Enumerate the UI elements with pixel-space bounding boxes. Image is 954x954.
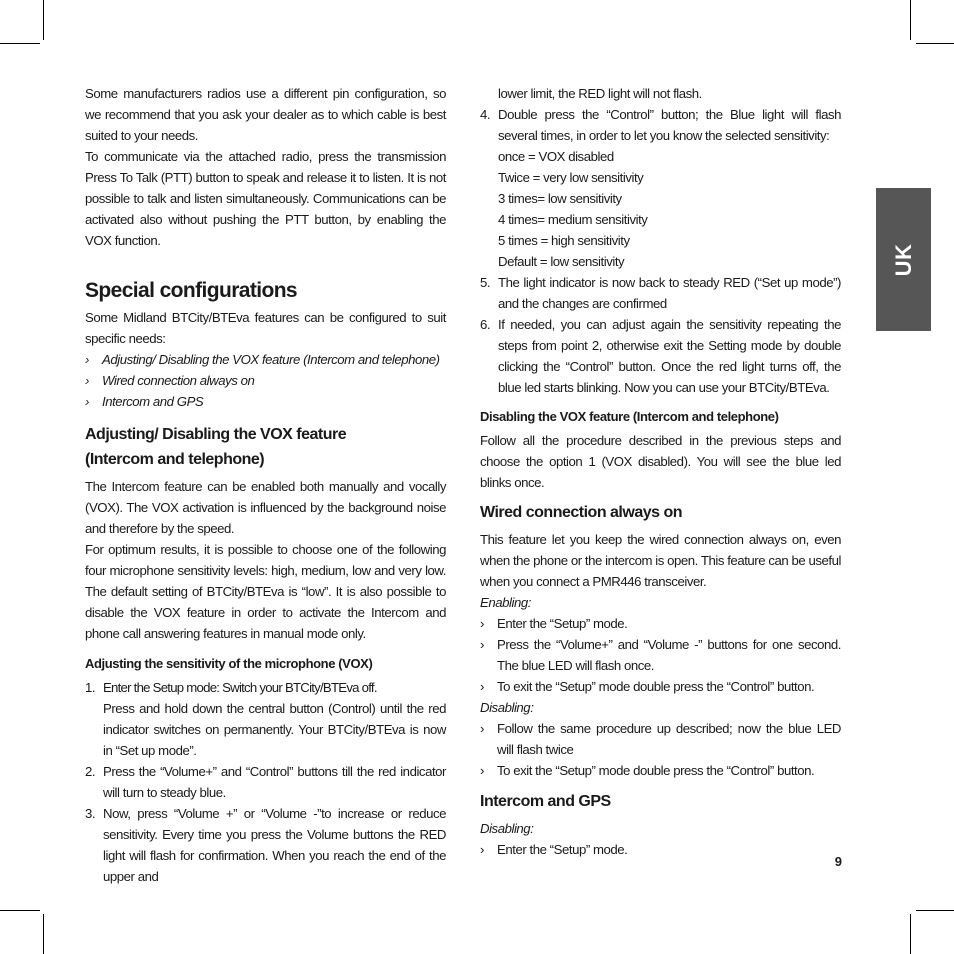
page-number: 9 (834, 854, 842, 869)
special-configurations-heading: Special configurations (85, 279, 298, 302)
list-item: › Enter the “Setup” mode. (480, 839, 841, 860)
disabling-label: Disabling: (480, 700, 534, 715)
disable-vox-paragraph: Follow all the procedure described in the previous steps and choose the option 1 (VOX disabled). You will see the blue led blinks once. (480, 433, 841, 490)
crop-mark-br-h (916, 910, 954, 911)
list-item: › Press the “Volume+” and “Volume -” buttons for one second. The blue LED will flash once. (480, 634, 841, 676)
crop-mark-bl-h (0, 910, 40, 911)
step-1: 1. Enter the Setup mode: Switch your BTCity/BTEva off. (85, 680, 377, 695)
vox-paragraph-1: The Intercom feature can be enabled both manually and vocally (VOX). The VOX activation is influenced by the background noise and therefore by the speed. (85, 479, 446, 536)
bullet-icon: › (480, 616, 484, 631)
crop-mark-tr-h (916, 43, 954, 44)
list-item: › To exit the “Setup” mode double press the “Control” button. (480, 760, 841, 781)
bullet-icon: › (85, 394, 89, 409)
left-column (85, 83, 446, 887)
list-item: › Intercom and GPS (85, 391, 446, 412)
sensitivity-option: 4 times= medium sensitivity (498, 212, 648, 227)
bullet-icon: › (480, 721, 484, 736)
step-5: 5. The light indicator is now back to steady RED (“Set up mode”) and the changes are confirmed (480, 275, 841, 311)
sensitivity-heading: Adjusting the sensitivity of the microphone (VOX) (85, 656, 373, 671)
bullet-icon: › (480, 842, 484, 857)
crop-mark-bl-v (43, 914, 44, 954)
step-1-detail: Press and hold down the central button (Control) until the red indicator switches on permanently. Your BTCity/BTEva is now in “Set up mode”. (103, 701, 446, 758)
sensitivity-option: 3 times= low sensitivity (498, 191, 622, 206)
intercom-gps-heading: Intercom and GPS (480, 793, 611, 810)
wired-connection-heading: Wired connection always on (480, 504, 683, 521)
list-item: › Follow the same procedure up described; now the blue LED will flash twice (480, 718, 841, 760)
bullet-icon: › (480, 637, 484, 652)
crop-mark-tr-v (910, 0, 911, 40)
list-item: › Adjusting/ Disabling the VOX feature (Intercom and telephone) (85, 349, 446, 370)
bullet-icon: › (480, 679, 484, 694)
special-configurations-intro: Some Midland BTCity/BTEva features can be configured to suit specific needs: (85, 310, 446, 346)
sensitivity-option: 5 times = high sensitivity (498, 233, 630, 248)
disable-vox-heading: Disabling the VOX feature (Intercom and telephone) (480, 409, 779, 424)
intro-paragraph-1: Some manufacturers radios use a different pin configuration, so we recommend that you ask your dealer as to which cable is best suited to your needs. (85, 86, 446, 143)
bullet-icon: › (85, 373, 89, 388)
language-tab-label: UK (890, 243, 916, 276)
sensitivity-option: Default = low sensitivity (498, 254, 625, 269)
wired-connection-paragraph: This feature let you keep the wired connection always on, even when the phone or the intercom is open. This feature can be useful when you connect a PMR446 transceiver. (480, 532, 841, 589)
step-3: 3. Now, press “Volume +” or “Volume -”to increase or reduce sensitivity. Every time you press the Volume buttons the RED light will flash for confirmation. When you reach the end of the upper and (85, 806, 446, 884)
crop-mark-br-v (910, 914, 911, 954)
step-3-continued: lower limit, the RED light will not flash. (498, 86, 702, 101)
sensitivity-option: Twice = very low sensitivity (498, 170, 644, 185)
vox-heading: Adjusting/ Disabling the VOX feature (Intercom and telephone) (85, 426, 347, 468)
language-tab (876, 188, 931, 331)
bullet-icon: › (85, 352, 89, 367)
step-4: 4. Double press the “Control” button; the Blue light will flash several times, in order to let you know the selected sensitivity: (480, 107, 841, 143)
step-2: 2. Press the “Volume+” and “Control” buttons till the red indicator will turn to steady blue. (85, 764, 446, 800)
sensitivity-option: once = VOX disabled (498, 149, 614, 164)
crop-mark-tl-h (0, 43, 40, 44)
intro-paragraph-2: To communicate via the attached radio, press the transmission Press To Talk (PTT) button to speak and release it to listen. It is not possible to talk and listen simultaneously. Communications can be activated also without pushing the PTT button, by enabling the VOX function. (85, 149, 446, 248)
right-column (480, 83, 841, 860)
bullet-icon: › (480, 763, 484, 778)
gps-disabling-label: Disabling: (480, 821, 534, 836)
list-item: › Wired connection always on (85, 370, 446, 391)
step-6: 6. If needed, you can adjust again the sensitivity repeating the steps from point 2, otherwise exit the Setting mode by double clicking the “Control” button. Once the red light turns off, the blue led starts blinking. Now you can use your BTCity/BTEva. (480, 317, 841, 395)
vox-paragraph-2: For optimum results, it is possible to choose one of the following four microphone sensitivity levels: high, medium, low and very low. The default setting of BTCity/BTEva is “low”. It is also possible to disable the VOX feature in order to activate the Intercom and phone call answering features in manual mode only. (85, 542, 446, 641)
crop-mark-tl-v (43, 0, 44, 40)
enabling-label: Enabling: (480, 595, 531, 610)
list-item: › To exit the “Setup” mode double press the “Control” button. (480, 676, 841, 697)
list-item: › Enter the “Setup” mode. (480, 613, 841, 634)
